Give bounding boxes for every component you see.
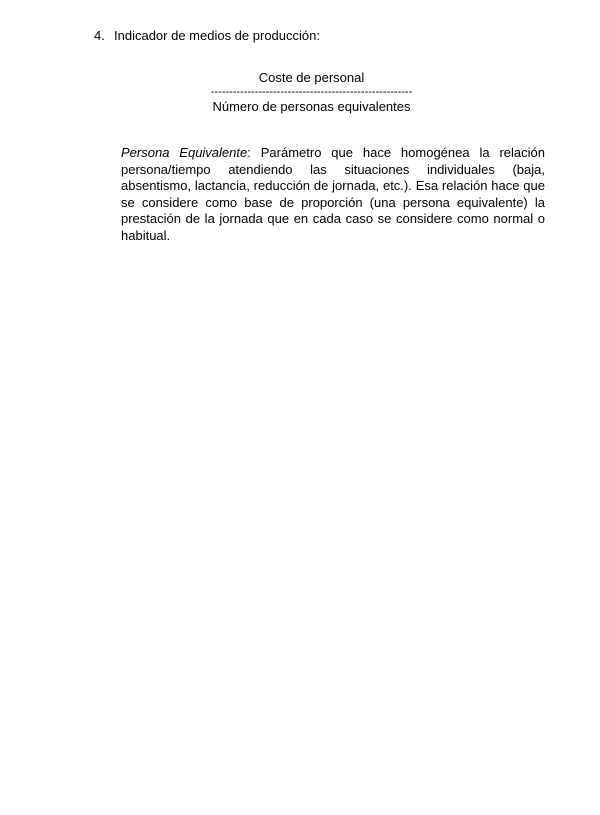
formula-numerator: Coste de personal bbox=[258, 70, 365, 85]
formula-denominator: Número de personas equivalentes bbox=[212, 99, 411, 114]
formula-divider: ------------------------------------------------------- bbox=[210, 86, 413, 98]
definition-term: Persona Equivalente bbox=[121, 145, 248, 160]
section-number: 4. bbox=[94, 28, 105, 43]
definition-separator: : bbox=[247, 145, 251, 160]
definition-paragraph bbox=[121, 145, 545, 244]
section-title: Indicador de medios de producción: bbox=[114, 28, 320, 43]
section-heading bbox=[94, 28, 320, 44]
definition-text: Parámetro que hace homogénea la relación persona/tiempo atendiendo las situaciones individuales (baja, absentismo, lactancia, reducción de jornada, etc.). Esa relación hace que se considere como base de proporción (una persona equivalente) la prestación de la jornada que en cada caso se considere como normal o habitual. bbox=[121, 145, 545, 243]
